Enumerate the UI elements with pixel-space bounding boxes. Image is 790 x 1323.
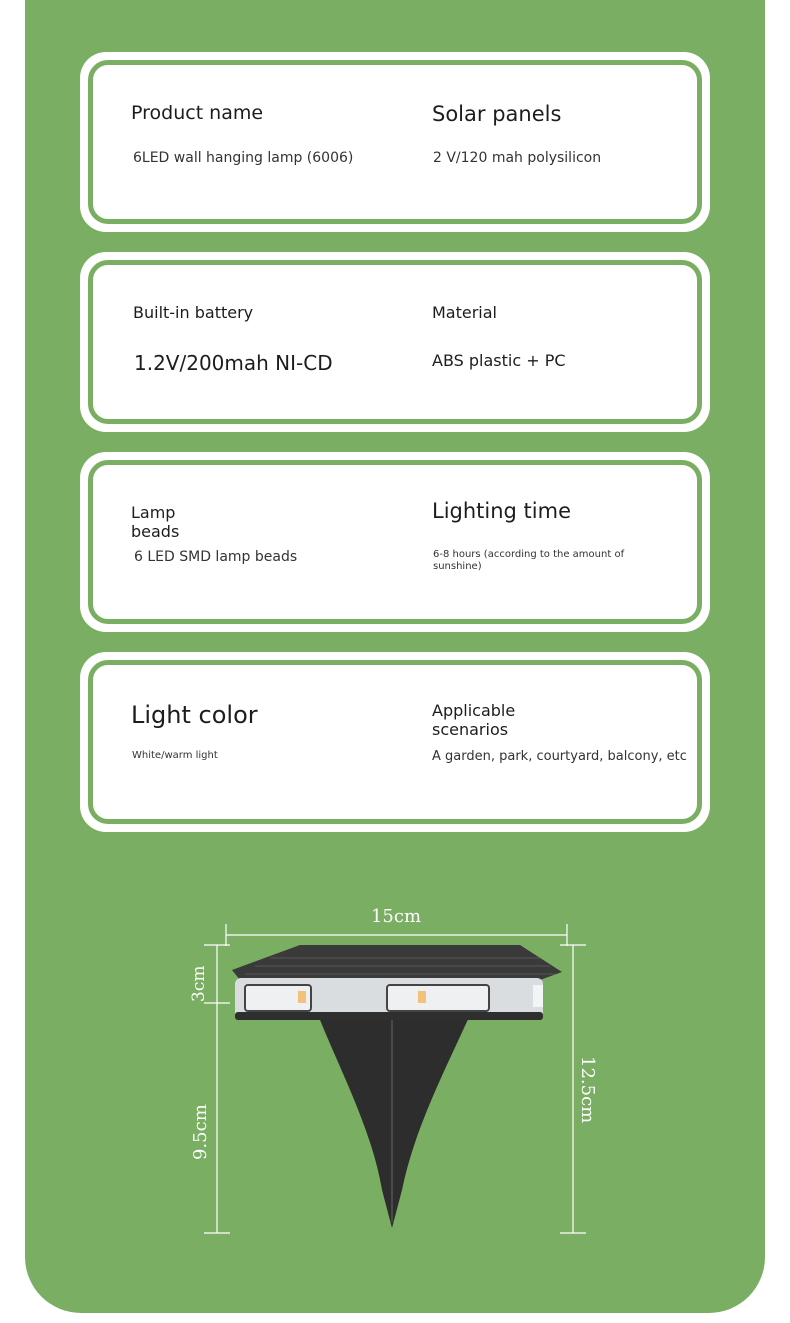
solar-panels-title: Solar panels [432, 102, 562, 126]
product-name-value: 6LED wall hanging lamp (6006) [133, 150, 354, 166]
lighting-time-title: Lighting time [432, 499, 572, 523]
light-color-value: White/warm light [132, 750, 218, 761]
led-window-right [533, 985, 543, 1007]
stake-height-label: 9.5cm [190, 1104, 211, 1160]
width-dimension-line [226, 924, 567, 946]
product-name-title: Product name [131, 102, 264, 124]
material-title: Material [432, 303, 497, 322]
led-chip-center [418, 991, 426, 1003]
width-label: 15cm [370, 906, 422, 927]
battery-value: 1.2V/200mah NI-CD [134, 351, 333, 375]
material-value: ABS plastic + PC [432, 351, 566, 370]
total-height-label: 12.5cm [577, 1056, 598, 1124]
solar-panels-value: 2 V/120 mah polysilicon [433, 150, 602, 166]
lamp-beads-title: Lamp beads [131, 503, 180, 541]
lamp-body-trim [235, 1012, 543, 1020]
battery-title: Built-in battery [133, 303, 254, 322]
scenarios-value: A garden, park, courtyard, balcony, etc [432, 749, 687, 764]
scenarios-title: Applicable scenarios [432, 701, 516, 739]
solar-panel-top [232, 945, 562, 980]
led-window-center [387, 985, 489, 1011]
light-color-title: Light color [131, 701, 258, 729]
lamp-stake [318, 1015, 470, 1228]
lamp-beads-value: 6 LED SMD lamp beads [134, 549, 298, 565]
lighting-time-value: 6-8 hours (according to the amount of sunshine) [433, 549, 625, 572]
head-height-label: 3cm [189, 965, 209, 1002]
led-chip-left [298, 991, 306, 1003]
